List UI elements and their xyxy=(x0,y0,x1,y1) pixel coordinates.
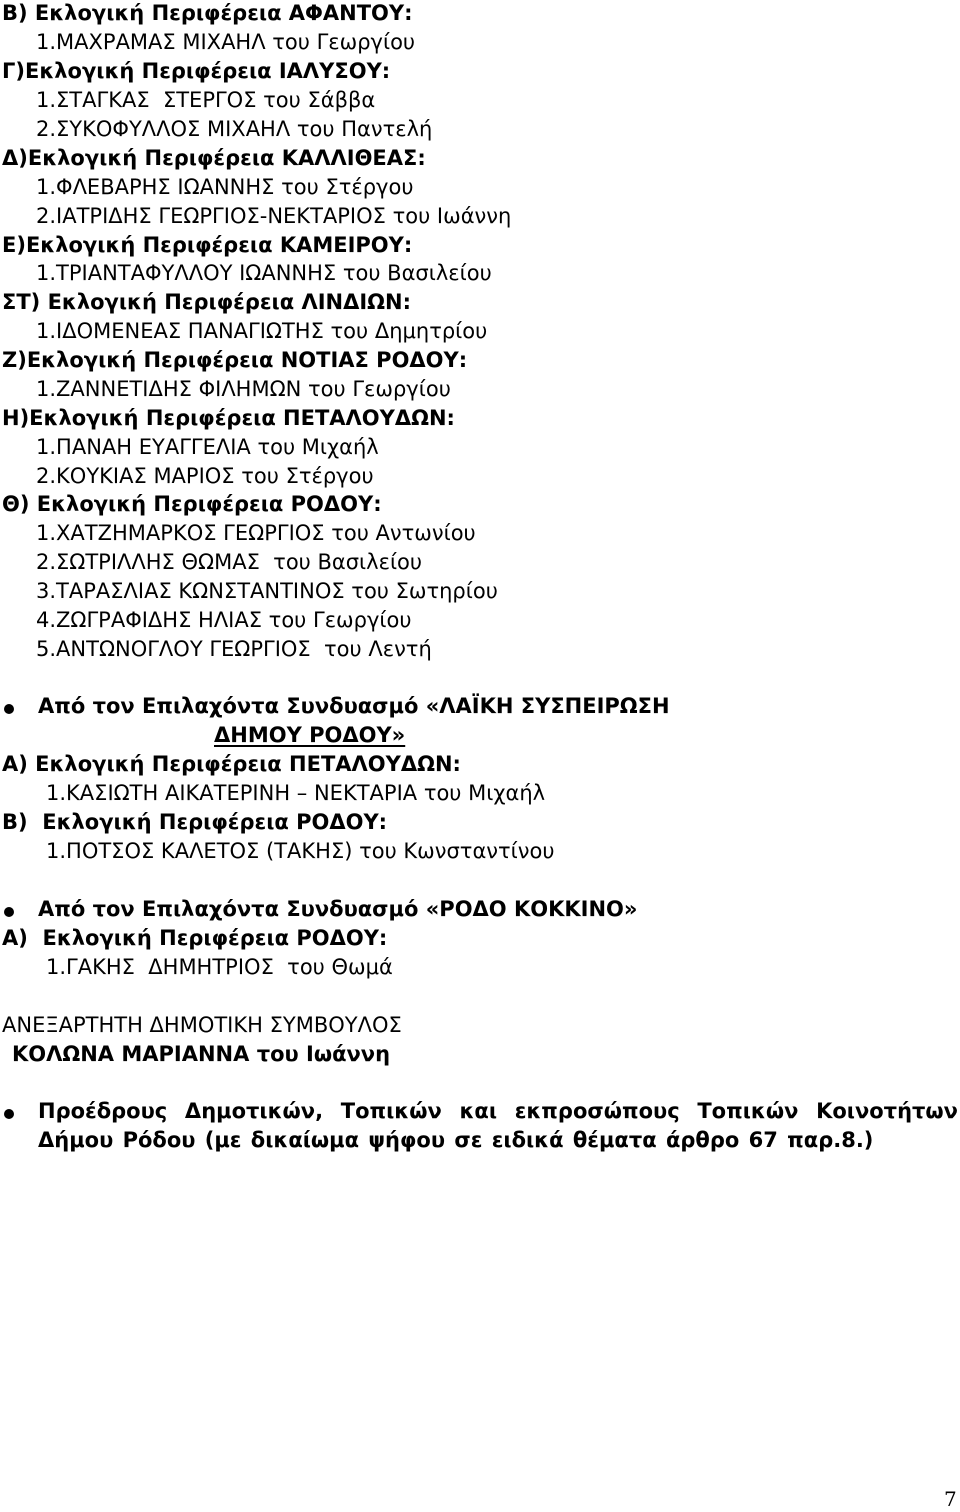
list-item: 1.ΣΤΑΓΚΑΣ ΣΤΕΡΓΟΣ του Σάββα xyxy=(36,88,376,112)
list-item: 4.ΖΩΓΡΑΦΙΔΗΣ ΗΛΙΑΣ του Γεωργίου xyxy=(36,608,412,632)
list-item: 1.ΜΑΧΡΑΜΑΣ ΜΙΧΑΗΛ του Γεωργίου xyxy=(36,30,416,54)
list-item: 1.ΓΑΚΗΣ ΔΗΜΗΤΡΙΟΣ του Θωμά xyxy=(46,955,393,979)
section-heading-petaloudon-laiki: Α) Εκλογική Περιφέρεια ΠΕΤΑΛΟΥΔΩΝ: xyxy=(2,752,461,776)
list-item: 5.ΑΝΤΩΝΟΓΛΟΥ ΓΕΩΡΓΙΟΣ του Λεντή xyxy=(36,637,432,661)
section-heading-lindion: ΣΤ) Εκλογική Περιφέρεια ΛΙΝΔΙΩΝ: xyxy=(2,290,411,314)
coalition-title-laiki-cont: ΔΗΜΟΥ ΡΟΔΟΥ» xyxy=(214,723,406,747)
list-item: 1.ΤΡΙΑΝΤΑΦΥΛΛΟΥ ΙΩΑΝΝΗΣ του Βασιλείου xyxy=(36,261,492,285)
independent-name: ΚΟΛΩΝΑ ΜΑΡΙΑΝΝΑ του Ιωάννη xyxy=(12,1042,391,1066)
list-item: 1.ΠΑΝΑΗ ΕΥΑΓΓΕΛΙΑ του Μιχαήλ xyxy=(36,435,379,459)
section-heading-kallitheas: Δ)Εκλογική Περιφέρεια ΚΑΛΛΙΘΕΑΣ: xyxy=(2,146,426,170)
list-item: 1.ΠΟΤΣΟΣ ΚΑΛΕΤΟΣ (ΤΑΚΗΣ) του Κωνσταντίνου xyxy=(46,839,555,863)
list-item: 1.ΦΛΕΒΑΡΗΣ ΙΩΑΝΝΗΣ του Στέργου xyxy=(36,175,414,199)
list-item: 1.ΧΑΤΖΗΜΑΡΚΟΣ ΓΕΩΡΓΙΟΣ του Αντωνίου xyxy=(36,521,476,545)
list-item: 1.ΖΑΝΝΕΤΙΔΗΣ ΦΙΛΗΜΩΝ του Γεωργίου xyxy=(36,377,451,401)
list-item: 2.ΚΟΥΚΙΑΣ ΜΑΡΙΟΣ του Στέργου xyxy=(36,464,374,488)
bullet-icon xyxy=(4,704,14,714)
bullet-icon xyxy=(4,1109,14,1119)
page-number: 7 xyxy=(944,1487,957,1511)
section-heading-petaloudon: Η)Εκλογική Περιφέρεια ΠΕΤΑΛΟΥΔΩΝ: xyxy=(2,406,455,430)
section-heading-kameirou: Ε)Εκλογική Περιφέρεια ΚΑΜΕΙΡΟΥ: xyxy=(2,233,413,257)
bullet-icon xyxy=(4,907,14,917)
coalition-title-laiki: Από τον Επιλαχόντα Συνδυασμό «ΛΑΪΚΗ ΣΥΣΠΕΙΡΩΣΗ xyxy=(38,694,670,718)
independent-label: ΑΝΕΞΑΡΤΗΤΗ ΔΗΜΟΤΙΚΗ ΣΥΜΒΟΥΛΟΣ xyxy=(2,1013,402,1037)
section-heading-rodou: Θ) Εκλογική Περιφέρεια ΡΟΔΟΥ: xyxy=(2,492,382,516)
section-heading-rodou-kokkino: Α) Εκλογική Περιφέρεια ΡΟΔΟΥ: xyxy=(2,926,388,950)
section-heading-notias-rodou: Ζ)Εκλογική Περιφέρεια ΝΟΤΙΑΣ ΡΟΔΟΥ: xyxy=(2,348,468,372)
section-heading-afantou: Β) Εκλογική Περιφέρεια ΑΦΑΝΤΟΥ: xyxy=(2,1,413,25)
list-item: 1.ΙΔΟΜΕΝΕΑΣ ΠΑΝΑΓΙΩΤΗΣ του Δημητρίου xyxy=(36,319,488,343)
section-heading-ialysou: Γ)Εκλογική Περιφέρεια ΙΑΛΥΣΟΥ: xyxy=(2,59,391,83)
list-item: 2.ΙΑΤΡΙΔΗΣ ΓΕΩΡΓΙΟΣ-ΝΕΚΤΑΡΙΟΣ του Ιωάννη xyxy=(36,204,512,228)
list-item: 2.ΣΥΚΟΦΥΛΛΟΣ ΜΙΧΑΗΛ του Παντελή xyxy=(36,117,433,141)
section-heading-rodou-laiki: Β) Εκλογική Περιφέρεια ΡΟΔΟΥ: xyxy=(2,810,388,834)
presidents-paragraph: Προέδρους Δημοτικών, Τοπικών και εκπροσώπους Τοπικών Κοινοτήτων Δήμου Ρόδου (με δικαίωμα ψήφου σε ειδικά θέματα άρθρο 67 παρ.8.) xyxy=(38,1099,958,1152)
list-item: 2.ΣΩΤΡΙΛΛΗΣ ΘΩΜΑΣ του Βασιλείου xyxy=(36,550,423,574)
coalition-title-rodo-kokkino: Από τον Επιλαχόντα Συνδυασμό «ΡΟΔΟ ΚΟΚΚΙΝΟ» xyxy=(38,897,638,921)
list-item: 3.ΤΑΡΑΣΛΙΑΣ ΚΩΝΣΤΑΝΤΙΝΟΣ του Σωτηρίου xyxy=(36,579,498,603)
list-item: 1.ΚΑΣΙΩΤΗ ΑΙΚΑΤΕΡΙΝΗ – ΝΕΚΤΑΡΙΑ του Μιχαήλ xyxy=(46,781,546,805)
